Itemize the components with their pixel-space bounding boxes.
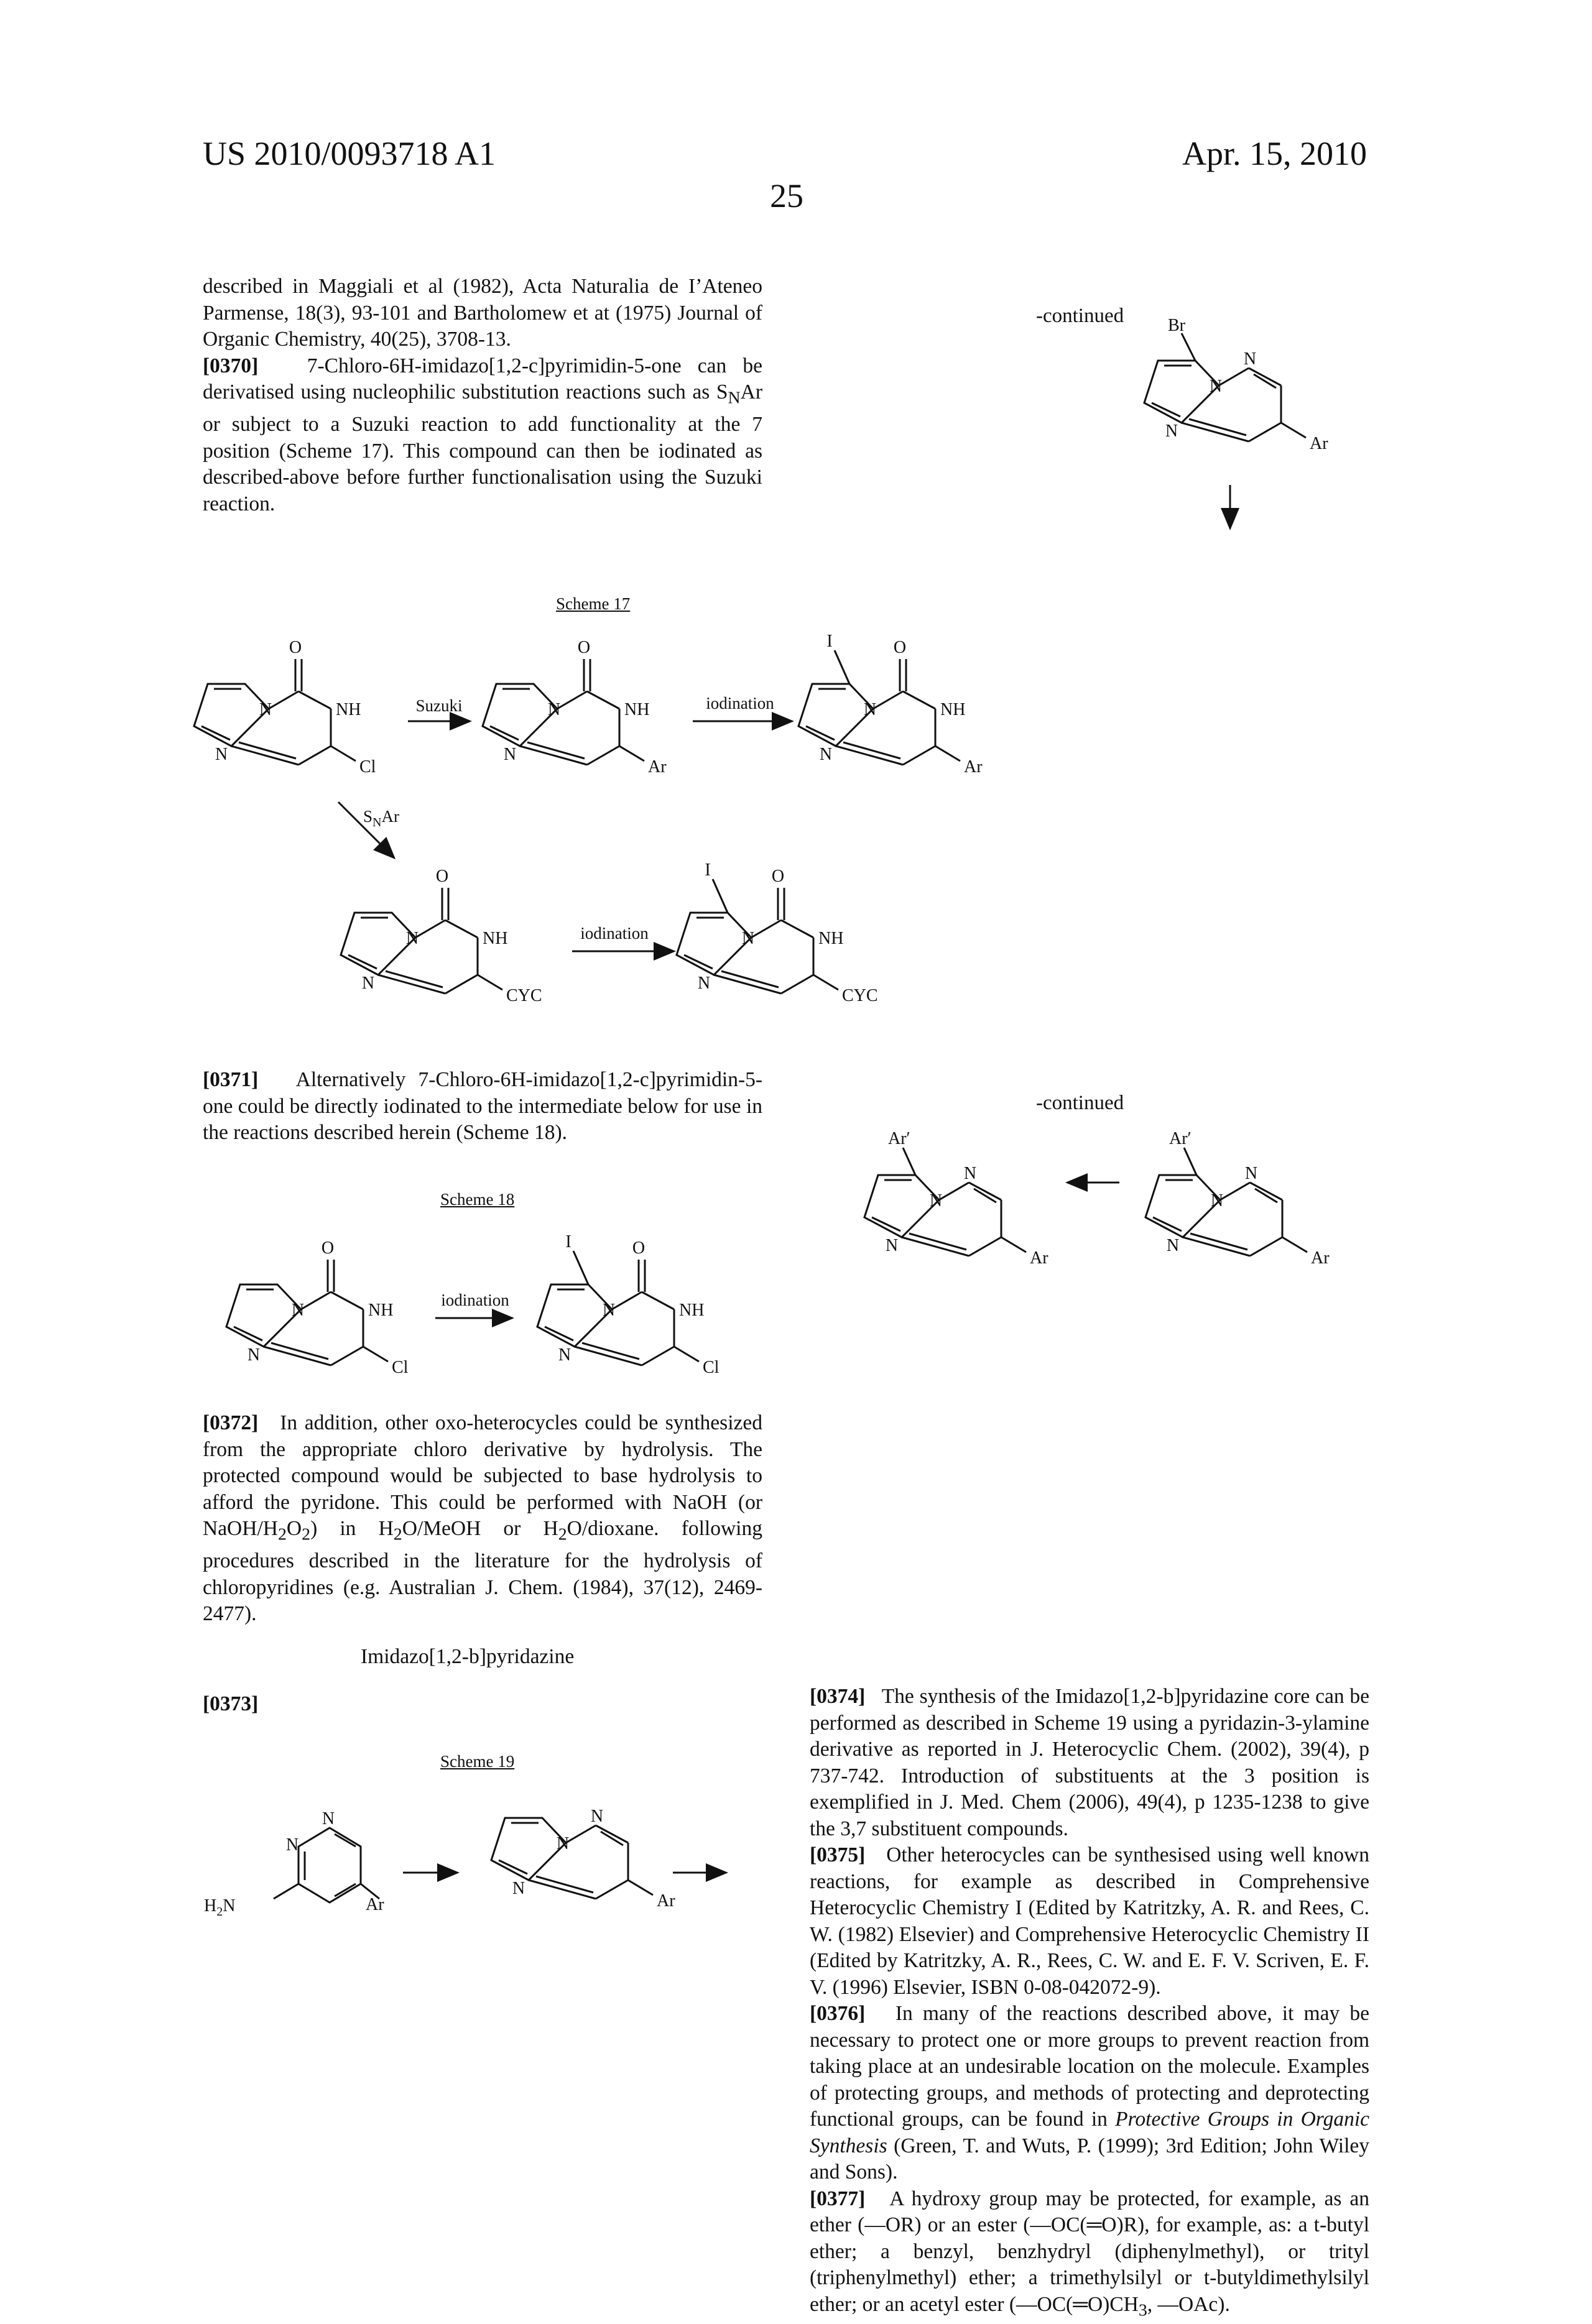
svg-text:NH: NH <box>483 929 508 948</box>
svg-text:SNAr: $S_NAr$ <box>363 807 399 829</box>
svg-text:O: O <box>771 867 785 886</box>
paragraph-0376: [0376] In many of the reactions described above, it may be necessary to protect one or more groups to prevent reaction from taking place at an undesirable location on the molecule. Examples of protecting groups, and methods of protecting and deprotecting functional groups, can be found in Protective Groups in Organic Synthesis (Green, T. and Wuts, P. (1999); 3rd Edition; John Wiley and Sons). <box>810 2002 1370 2183</box>
paragraph-number: [0372] <box>203 1411 259 1434</box>
svg-text:Ar: Ar <box>648 757 667 777</box>
svg-text:Ar′: Ar′ <box>1169 1129 1192 1148</box>
svg-text:N: N <box>863 700 877 719</box>
svg-text:N: N <box>963 1164 977 1183</box>
svg-text:I: I <box>826 632 833 651</box>
scheme-17-caption: Scheme 17 <box>556 594 631 613</box>
svg-text:N: N <box>1165 422 1178 441</box>
paragraph-number: [0375] <box>810 1843 866 1866</box>
svg-text:iodination: iodination <box>706 694 774 712</box>
svg-text:N: N <box>405 929 419 948</box>
scheme18-product <box>537 1232 720 1377</box>
svg-text:N: N <box>819 745 833 764</box>
scheme18-starting-material <box>226 1238 409 1377</box>
scheme17-starting-material <box>194 638 376 777</box>
svg-text:iodination: iodination <box>441 1291 509 1309</box>
svg-text:NH: NH <box>818 929 844 948</box>
svg-text:N: N <box>1166 1236 1180 1255</box>
svg-text:Ar′: Ar′ <box>888 1129 910 1148</box>
section-heading: Imidazo[1,2-b]pyridazine <box>361 1645 575 1668</box>
scheme19-final-product <box>864 1129 1048 1268</box>
svg-text:NH: NH <box>940 700 966 719</box>
svg-text:Suzuki: Suzuki <box>415 696 463 715</box>
continued-label-1: -continued <box>1036 305 1124 327</box>
svg-text:I: I <box>705 860 711 880</box>
svg-text:Br: Br <box>1168 316 1185 335</box>
svg-text:N: N <box>503 745 517 764</box>
svg-text:O: O <box>893 638 907 657</box>
svg-text:Cl: Cl <box>392 1358 409 1377</box>
svg-text:H2N: $H_2N$ <box>204 1896 236 1919</box>
svg-text:NH: NH <box>624 700 650 719</box>
paragraph-0370: [0370] 7-Chloro-6H-imidazo[1,2-c]pyrimidin-5-one can be derivatised using nucleophilic substitution reactions such as $S_NAr$ or subject to a Suzuki reaction to add functionality at the 7 position (Scheme 17). This compound can then be iodinated as described-above before further functionalisation using the Suzuki reaction. <box>203 354 762 515</box>
svg-text:CYC: CYC <box>842 986 878 1005</box>
paragraph-number: [0373] <box>203 1692 259 1715</box>
svg-text:N: N <box>1244 1164 1258 1183</box>
scheme-18-caption: Scheme 18 <box>440 1190 515 1209</box>
svg-text:N: N <box>741 929 755 948</box>
svg-text:N: N <box>602 1301 616 1320</box>
svg-text:N: N <box>361 974 375 993</box>
svg-text:N: N <box>215 745 228 764</box>
svg-text:N: N <box>1243 349 1257 369</box>
svg-text:Ar: Ar <box>366 1895 384 1914</box>
svg-text:NH: NH <box>336 700 361 719</box>
scheme-19-caption: Scheme 19 <box>440 1752 515 1771</box>
svg-text:Cl: Cl <box>703 1358 720 1377</box>
svg-text:iodination: iodination <box>580 924 649 943</box>
svg-text:O: O <box>632 1238 646 1258</box>
svg-text:N: N <box>885 1236 899 1255</box>
svg-text:NH: NH <box>679 1301 705 1320</box>
paragraph-number: [0376] <box>810 2002 866 2025</box>
svg-text:Ar: Ar <box>1311 1248 1330 1268</box>
paragraph-number: [0371] <box>203 1068 259 1091</box>
paragraph-0377: [0377] A hydroxy group may be protected, for example, as an ether (—OR) or an ester (—OC(═O)R), for example, as: a t-butyl ether; a benzyl, benzhydryl (diphenylmethyl), or trityl (triphenylmethyl) ether; a trimethylsilyl or t-butyldimethylsilyl ether; or an acetyl ester ($—OC(═O)CH_3$, —OAc). <box>810 2187 1369 2320</box>
scheme19-bromo-intermediate <box>1144 316 1328 453</box>
svg-text:N: N <box>247 1345 261 1365</box>
svg-text:O: O <box>577 638 591 657</box>
scheme17-iodinated-cyc <box>677 860 878 1005</box>
svg-text:O: O <box>435 867 449 886</box>
svg-text:N: N <box>512 1879 525 1898</box>
svg-text:N: N <box>697 974 711 993</box>
svg-text:Ar: Ar <box>657 1891 675 1911</box>
paragraph-intro: described in Maggiali et al (1982), Acta Naturalia de I’Ateneo Parmense, 18(3), 93-101 and Bartholomew et at (1975) Journal of Organic Chemistry, 40(25), 3708-13. <box>203 275 762 351</box>
svg-text:N: N <box>547 700 561 719</box>
svg-text:CYC: CYC <box>506 986 542 1005</box>
svg-text:Ar: Ar <box>1310 434 1328 453</box>
page-number: 25 <box>770 177 803 214</box>
continued-label-2: -continued <box>1036 1092 1124 1114</box>
svg-text:N: N <box>929 1191 943 1210</box>
svg-text:N: N <box>259 700 272 719</box>
svg-text:N: N <box>285 1835 299 1855</box>
paragraph-0375: [0375] Other heterocycles can be synthesised using well known reactions, for example as described in Comprehensive Heterocyclic Chemistry I (Edited by Katritzky, A. R. and Rees, C. W. (1982) Elsevier) and Comprehensive Heterocyclic Chemistry II (Edited by Katritzky, A. R., Rees, C. W. and E. F. V. Scriven, E. F. V. (1996) Elsevier, ISBN 0-08-042072-9). <box>810 1843 1369 1999</box>
svg-text:N: N <box>556 1834 570 1853</box>
svg-text:N: N <box>558 1345 572 1365</box>
svg-text:O: O <box>321 1238 335 1258</box>
svg-text:Cl: Cl <box>359 757 376 777</box>
svg-text:NH: NH <box>368 1301 394 1320</box>
paragraph-0374: [0374] The synthesis of the Imidazo[1,2-b]pyridazine core can be performed as described in Scheme 19 using a pyridazin-3-ylamine derivative as reported in J. Heterocyclic Chem. (2002), 39(4), p 737-742. Introduction of substituents at the 3 position is exemplified in J. Med. Chem (2006), 49(4), p 1235-1238 to give the 3,7 substituent compounds. <box>810 1685 1369 1840</box>
publication-number: US 2010/0093718 A1 <box>203 135 496 172</box>
paragraph-number: [0374] <box>810 1685 866 1708</box>
svg-text:Ar: Ar <box>964 757 983 777</box>
svg-text:O: O <box>289 638 302 657</box>
paragraph-0371: [0371] Alternatively 7-Chloro-6H-imidazo[1,2-c]pyrimidin-5-one could be directly iodinated to the intermediate below for use in the reactions described herein (Scheme 18). <box>203 1068 763 1144</box>
svg-text:N: N <box>1209 377 1223 396</box>
scheme19-coupled-intermediate <box>1145 1129 1330 1268</box>
svg-text:N: N <box>322 1809 335 1828</box>
scheme19-core <box>491 1807 675 1911</box>
svg-text:N: N <box>1210 1191 1224 1210</box>
scheme17-snar-product <box>341 867 542 1005</box>
paragraph-0372: [0372] In addition, other oxo-heterocycles could be synthesized from the appropriate chloro derivative by hydrolysis. The protected compound would be subjected to base hydrolysis to afford the pyridone. This could be performed with NaOH (or NaOH/$H_2O_2$) in $H_2O$/MeOH or $H_2O$/dioxane. following procedures described in the literature for the hydrolysis of chloropyridines (e.g. Australian J. Chem. (1984), 37(12), 2469-2477). <box>203 1411 762 1626</box>
svg-text:Ar: Ar <box>1030 1248 1048 1268</box>
paragraph-number: [0377] <box>810 2187 866 2210</box>
scheme17-iodinated-aryl <box>798 632 983 777</box>
paragraph-number: [0370] <box>203 354 259 377</box>
svg-text:I: I <box>565 1232 572 1252</box>
svg-text:N: N <box>291 1301 305 1320</box>
scheme19-aminopyridazine <box>204 1809 384 1919</box>
scheme17-suzuki-product <box>483 638 667 777</box>
svg-text:N: N <box>590 1807 604 1826</box>
publication-date: Apr. 15, 2010 <box>1182 135 1367 172</box>
